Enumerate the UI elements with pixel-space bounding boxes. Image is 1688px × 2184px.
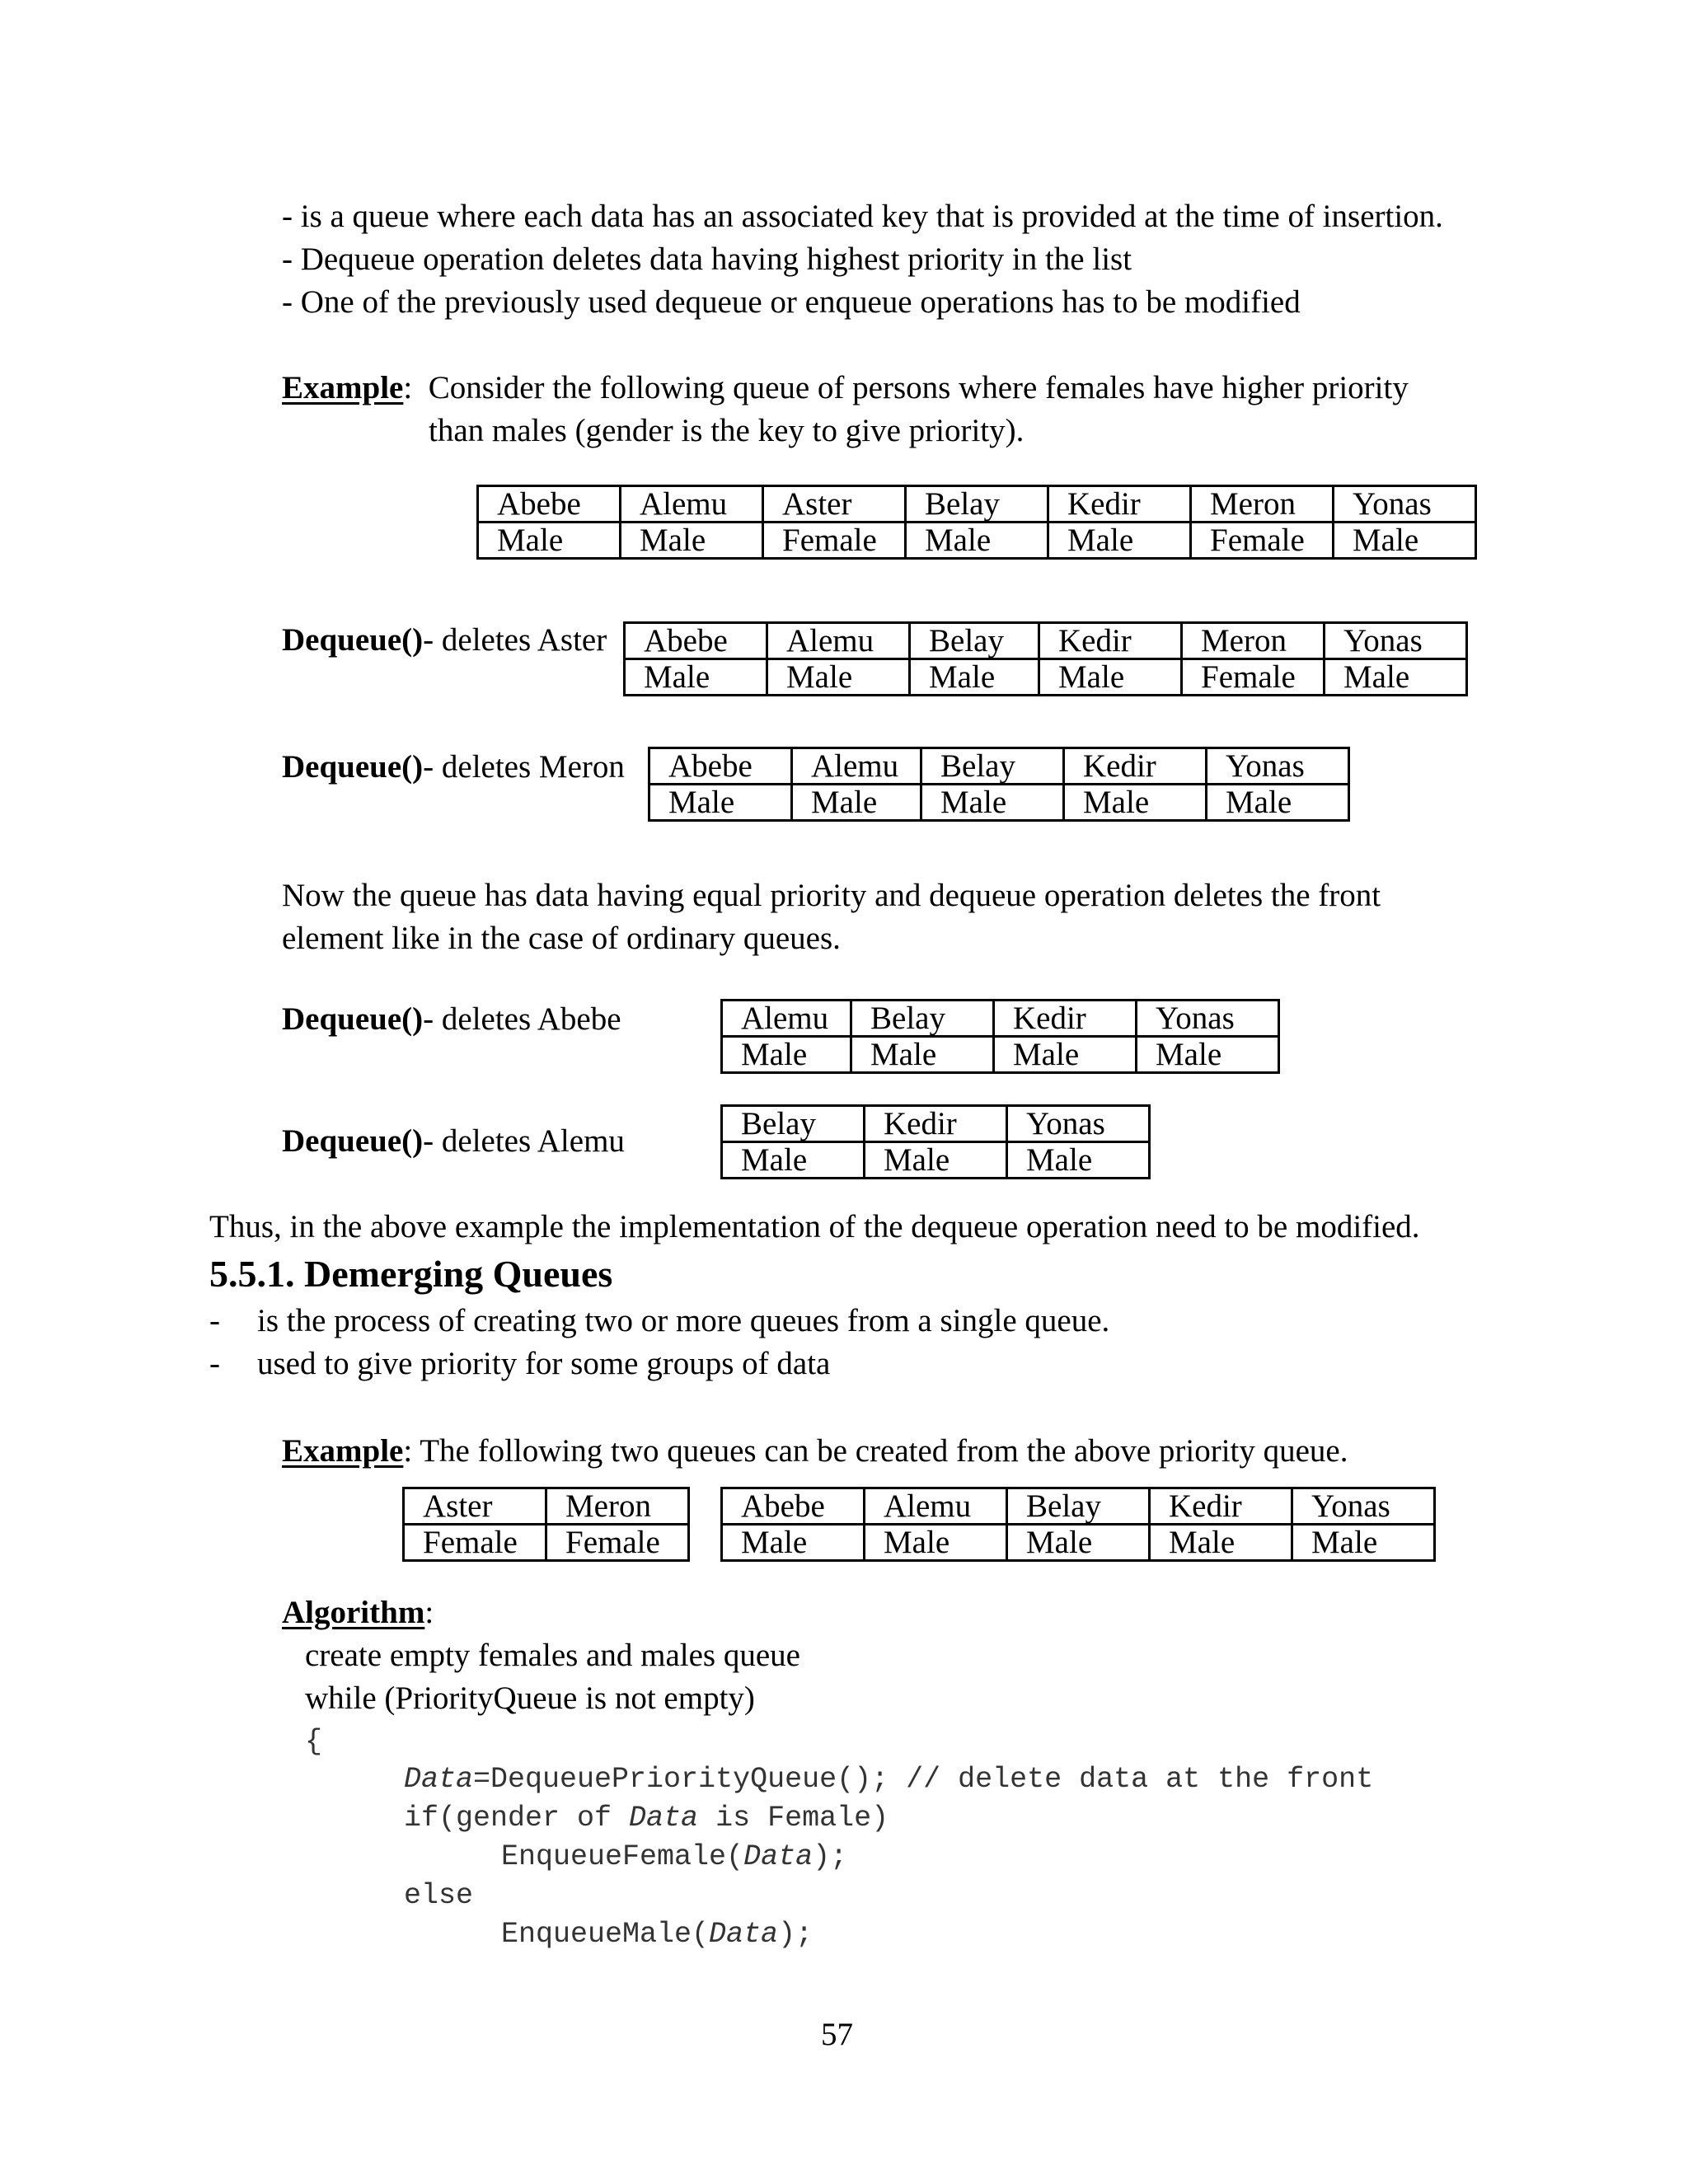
algorithm-line-2: while (PriorityQueue is not empty) [305, 1680, 755, 1716]
queue-cell: Female [546, 1525, 689, 1561]
queue-cell: Yonas [1207, 748, 1349, 785]
queue-names-row [649, 748, 1349, 785]
dequeue-op: Dequeue() [282, 749, 424, 785]
queue-cell: Male [722, 1037, 851, 1073]
queue-cell: Male [1137, 1037, 1279, 1073]
code-line-2: if(gender of Data is Female) [404, 1802, 889, 1835]
bullet-marker: - [209, 1346, 220, 1381]
step-2-label [282, 748, 625, 787]
queue-cell: Abebe [625, 623, 767, 659]
code-var: Data [743, 1840, 814, 1873]
step-desc: - deletes Alemu [423, 1123, 625, 1159]
page-number: 57 [821, 2017, 853, 2052]
queue-genders-row [722, 1037, 1279, 1073]
example-label: Example [282, 370, 404, 405]
now-text-line-2: element like in the case of ordinary queues. [282, 921, 841, 956]
queue-cell: Male [621, 523, 763, 559]
dequeue-op: Dequeue() [282, 1123, 424, 1159]
queue-cell: Aster [763, 486, 906, 523]
queue-cell: Abebe [649, 748, 792, 785]
queue-cell: Female [1191, 523, 1334, 559]
queue-names-row [625, 623, 1467, 659]
queue-cell: Male [649, 785, 792, 821]
queue-genders-row [625, 659, 1467, 696]
queue-cell: Belay [910, 623, 1039, 659]
queue-cell: Male [910, 659, 1039, 696]
queue-cell: Male [478, 523, 621, 559]
example-text-line-2: than males (gender is the key to give priority). [429, 413, 1025, 448]
queue-cell: Kedir [1039, 623, 1182, 659]
queue-cell: Yonas [1325, 623, 1467, 659]
queue-initial-table [476, 485, 1477, 560]
queue-cell: Male [625, 659, 767, 696]
queue-genders-row [404, 1525, 689, 1561]
queue-cell: Female [404, 1525, 546, 1561]
queue-cell: Alemu [722, 1001, 851, 1037]
algorithm-line-1: create empty females and males queue [305, 1638, 800, 1673]
step-2-table [648, 747, 1350, 822]
queue-genders-row [478, 523, 1476, 559]
step-1-table [623, 621, 1468, 696]
queue-cell: Belay [722, 1106, 865, 1142]
queue-names-row [478, 486, 1476, 523]
queue-names-row [722, 1488, 1435, 1525]
queue-cell: Male [1325, 659, 1467, 696]
queue-genders-row [722, 1142, 1150, 1179]
queue-cell: Male [767, 659, 910, 696]
queue-cell: Kedir [1048, 486, 1191, 523]
section-heading: 5.5.1. Demerging Queues [209, 1253, 613, 1295]
queue-cell: Male [1150, 1525, 1292, 1561]
example-text-line-1: Consider the following queue of persons where females have higher priority [428, 370, 1409, 405]
queue-cell: Kedir [865, 1106, 1007, 1142]
queue-cell: Alemu [767, 623, 910, 659]
queue-cell: Abebe [478, 486, 621, 523]
step-3-table [720, 999, 1280, 1074]
queue-cell: Male [865, 1525, 1007, 1561]
queue-cell: Yonas [1292, 1488, 1435, 1525]
example-2-text: : The following two queues can be created from the above priority queue. [403, 1433, 1348, 1469]
queue-cell: Male [1048, 523, 1191, 559]
queue-cell: Male [722, 1525, 865, 1561]
step-3-label [282, 1001, 621, 1039]
queue-cell: Belay [921, 748, 1064, 785]
code-var: Data [404, 1763, 474, 1796]
queue-names-row [722, 1001, 1279, 1037]
step-desc: - deletes Abebe [423, 1001, 621, 1037]
algorithm-open-brace: { [305, 1725, 323, 1758]
intro-line-3: - One of the previously used dequeue or enqueue operations has to be modified [282, 284, 1301, 320]
step-4-table [720, 1104, 1151, 1179]
queue-cell: Yonas [1137, 1001, 1279, 1037]
algorithm-heading: Algorithm: [282, 1595, 434, 1630]
section-bullet-1: is the process of creating two or more queues from a single queue. [257, 1303, 1110, 1338]
queue-cell: Belay [851, 1001, 994, 1037]
intro-line-2: - Dequeue operation deletes data having highest priority in the list [282, 241, 1132, 277]
queue-cell: Meron [1182, 623, 1325, 659]
queue-cell: Male [865, 1142, 1007, 1179]
queue-cell: Male [1292, 1525, 1435, 1561]
code-var: Data [709, 1918, 779, 1951]
queue-cell: Male [921, 785, 1064, 821]
males-queue-table [720, 1487, 1436, 1562]
code-line-5: EnqueueMale(Data); [501, 1918, 814, 1951]
code-line-4: else [404, 1879, 474, 1912]
queue-cell: Male [1007, 1525, 1150, 1561]
queue-cell: Alemu [792, 748, 921, 785]
queue-cell: Male [1064, 785, 1207, 821]
queue-cell: Abebe [722, 1488, 865, 1525]
queue-names-row [722, 1106, 1150, 1142]
queue-cell: Yonas [1007, 1106, 1150, 1142]
queue-cell: Alemu [865, 1488, 1007, 1525]
queue-genders-row [722, 1525, 1435, 1561]
queue-cell: Male [722, 1142, 865, 1179]
section-bullet-2: used to give priority for some groups of data [257, 1346, 831, 1381]
step-4-label [282, 1122, 625, 1161]
now-text-line-1: Now the queue has data having equal priority and dequeue operation deletes the front [282, 878, 1381, 913]
queue-names-row [404, 1488, 689, 1525]
dequeue-op: Dequeue() [282, 1001, 424, 1037]
intro-line-1: - is a queue where each data has an associated key that is provided at the time of insertion. [282, 199, 1443, 234]
queue-cell: Male [851, 1037, 994, 1073]
queue-cell: Kedir [1064, 748, 1207, 785]
queue-cell: Male [994, 1037, 1137, 1073]
queue-cell: Male [906, 523, 1048, 559]
queue-cell: Male [792, 785, 921, 821]
code-var: Data [629, 1802, 699, 1835]
algorithm-label: Algorithm [282, 1595, 425, 1630]
queue-cell: Belay [906, 486, 1048, 523]
queue-cell: Male [1207, 785, 1349, 821]
queue-cell: Male [1007, 1142, 1150, 1179]
queue-cell: Aster [404, 1488, 546, 1525]
females-queue-table [402, 1487, 690, 1562]
dequeue-op: Dequeue() [282, 622, 424, 658]
example-label: Example [282, 1433, 404, 1469]
thus-text: Thus, in the above example the implementation of the dequeue operation need to be modified. [209, 1209, 1420, 1244]
queue-cell: Male [1334, 523, 1476, 559]
queue-cell: Belay [1007, 1488, 1150, 1525]
step-1-label [282, 621, 607, 660]
code-line-3: EnqueueFemale(Data); [501, 1840, 848, 1873]
queue-cell: Meron [1191, 486, 1334, 523]
queue-cell: Yonas [1334, 486, 1476, 523]
queue-cell: Kedir [1150, 1488, 1292, 1525]
queue-cell: Female [1182, 659, 1325, 696]
code-line-1: Data=DequeuePriorityQueue(); // delete data at the front [404, 1763, 1374, 1796]
example-1: Example: Consider the following queue of persons where females have higher priority [282, 370, 1409, 405]
bullet-marker: - [209, 1303, 220, 1338]
queue-genders-row [649, 785, 1349, 821]
queue-cell: Female [763, 523, 906, 559]
queue-cell: Meron [546, 1488, 689, 1525]
queue-cell: Alemu [621, 486, 763, 523]
queue-cell: Male [1039, 659, 1182, 696]
example-2 [282, 1432, 1348, 1471]
queue-cell: Kedir [994, 1001, 1137, 1037]
step-desc: - deletes Aster [423, 622, 607, 658]
step-desc: - deletes Meron [423, 749, 625, 785]
